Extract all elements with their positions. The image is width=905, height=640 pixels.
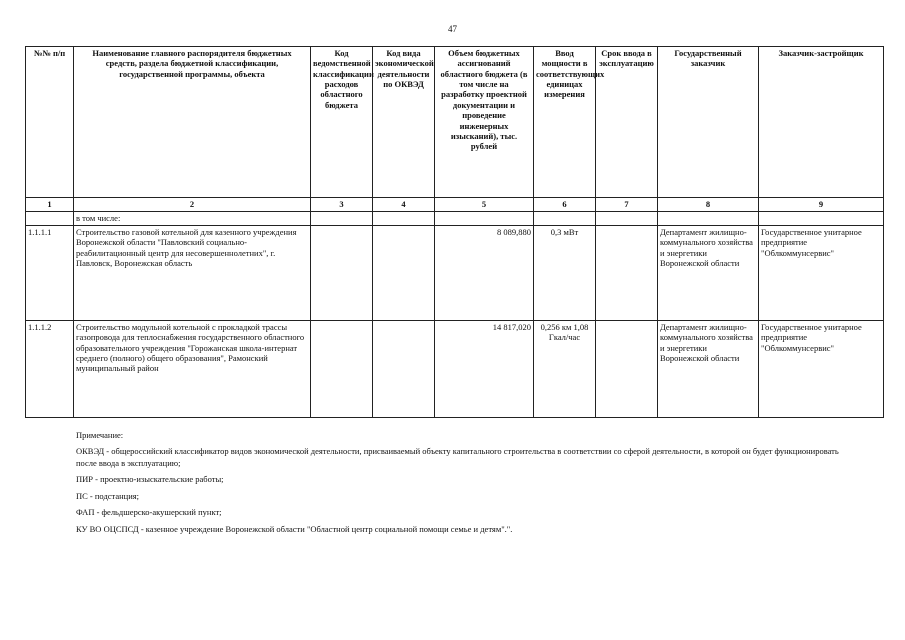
column-number: 2: [74, 198, 311, 212]
budget-amount: 8 089,880: [435, 226, 534, 321]
state-customer: Департамент жилищно-коммунального хозяйства и энергетики Воронежской области: [658, 321, 759, 418]
capacity: 0,256 км 1,08 Гкал/час: [534, 321, 596, 418]
header-cell: Государственный заказчик: [658, 47, 759, 198]
header-row: [26, 47, 884, 198]
note-item: ФАП - фельдшерско-акушерский пункт;: [76, 507, 222, 518]
page-number: 47: [448, 24, 457, 34]
budget-amount: 14 817,020: [435, 321, 534, 418]
column-number: 9: [759, 198, 884, 212]
capacity: 0,3 мВт: [534, 226, 596, 321]
row-number: 1.1.1.1: [26, 226, 74, 321]
header-cell: №№ п/п: [26, 47, 74, 198]
column-number: 4: [373, 198, 435, 212]
column-number: 8: [658, 198, 759, 212]
including-row: [26, 212, 884, 226]
commissioning-term: [596, 226, 658, 321]
header-cell: Заказчик-застройщик: [759, 47, 884, 198]
note-item: ПИР - проектно-изыскательские работы;: [76, 474, 224, 485]
note-item: ОКВЭД - общероссийский классификатор видов экономической деятельности, присваиваемый объекту капитального строительства в соответствии со сферой деятельности, в которой он будет функционировать после ввода в эксплуатацию;: [76, 446, 839, 468]
note-item: ПС - подстанция;: [76, 490, 140, 501]
object-name: Строительство модульной котельной с прокладкой трассы газопровода для теплоснабжения государственного областного образовательного учреждения "Горожанская школа-интернат среднего (полного) общего образования", Рамонский муниципальный район: [74, 321, 311, 418]
header-cell: Объем бюджетных ассигнований областного бюджета (в том числе на разработку проектной документации и проведение инженерных изысканий), тыс. рублей: [435, 47, 534, 198]
column-number: 7: [596, 198, 658, 212]
including-label: в том числе:: [74, 212, 311, 226]
ved-code: [311, 321, 373, 418]
okved-code: [373, 226, 435, 321]
header-cell: Срок ввода в эксплуатацию: [596, 47, 658, 198]
header-cell: Код вида экономической деятельности по ОКВЭД: [373, 47, 435, 198]
header-cell: Ввод мощности в соответствующих единицах измерения: [534, 47, 596, 198]
column-number: 3: [311, 198, 373, 212]
note-item: КУ ВО ОЦСПСД - казенное учреждение Воронежской области "Областной центр социальной помощи семье и детям".".: [76, 523, 513, 534]
table-row: [26, 321, 884, 418]
notes-title: Примечание:: [76, 430, 124, 440]
commissioning-term: [596, 321, 658, 418]
budget-objects-table: [25, 46, 884, 418]
table-row: [26, 226, 884, 321]
state-customer: Департамент жилищно-коммунального хозяйства и энергетики Воронежской области: [658, 226, 759, 321]
ved-code: [311, 226, 373, 321]
notes-section: [76, 430, 856, 540]
column-number: 1: [26, 198, 74, 212]
column-number-row: [26, 198, 884, 212]
column-number: 6: [534, 198, 596, 212]
header-cell: Наименование главного распорядителя бюджетных средств, раздела бюджетной классификации, государственной программы, объекта: [74, 47, 311, 198]
object-name: Строительство газовой котельной для казенного учреждения Воронежской области "Павловский социально-реабилитационный центр для несовершеннолетних", г. Павловск, Воронежская область: [74, 226, 311, 321]
row-number: 1.1.1.2: [26, 321, 74, 418]
developer: Государственное унитарное предприятие "Облкоммунсервис": [759, 226, 884, 321]
column-number: 5: [435, 198, 534, 212]
developer: Государственное унитарное предприятие "Облкоммунсервис": [759, 321, 884, 418]
okved-code: [373, 321, 435, 418]
header-cell: Код ведомственной классификации расходов областного бюджета: [311, 47, 373, 198]
